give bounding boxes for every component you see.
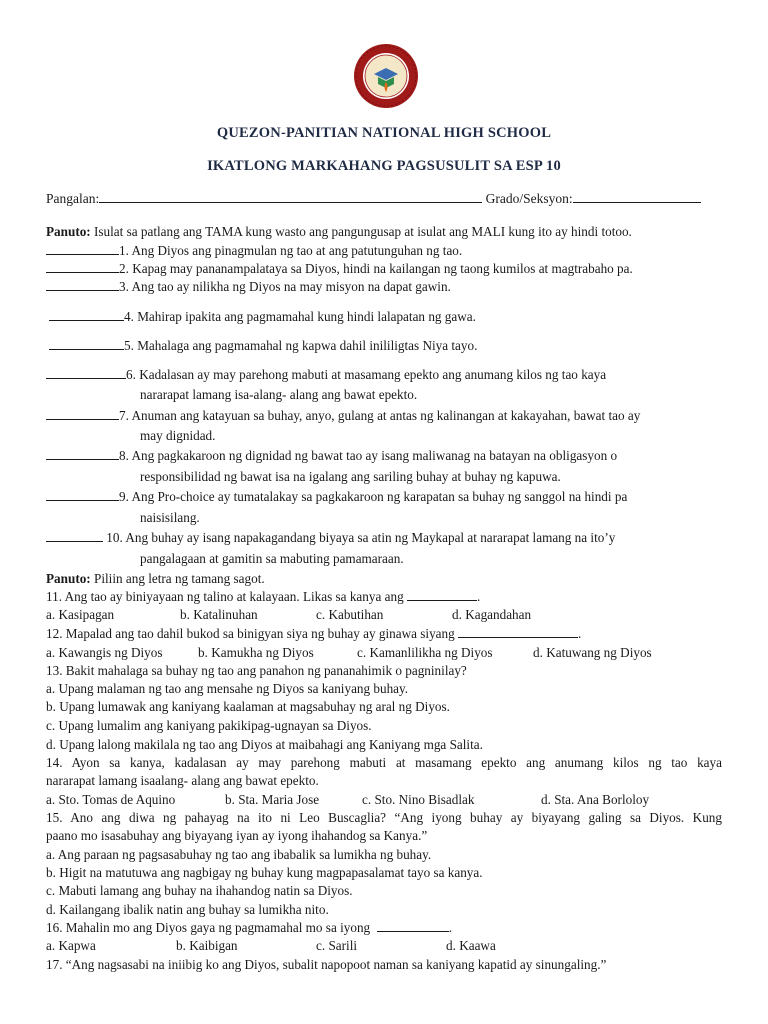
choice-14-b[interactable]: b. Sta. Maria Jose (225, 792, 320, 807)
choice-15-d[interactable]: d. Kailangang ibalik natin ang buhay sa lumikha nito. (46, 902, 329, 917)
answer-blank[interactable] (46, 261, 119, 273)
answer-blank[interactable] (46, 279, 119, 291)
choice-11-d[interactable]: d. Kagandahan (452, 607, 532, 622)
item-text: 9. Ang Pro-choice ay tumatalakay sa pagkakaroon ng karapatan sa buhay ng sanggol na hindi pa (119, 489, 628, 504)
answer-blank[interactable] (46, 530, 103, 542)
question-stem: 12. Mapalad ang tao dahil bukod sa binigyan siya ng buhay ay ginawa siyang (46, 626, 455, 641)
question-14-cont: nararapat lamang isaalang- alang ang bawat epekto. (46, 773, 319, 788)
exam-title: IKATLONG MARKAHANG PAGSUSULIT SA ESP 10 (207, 158, 561, 174)
answer-blank[interactable] (49, 309, 124, 321)
tf-item-2 (46, 261, 633, 277)
directions-label: Panuto: (46, 571, 91, 586)
choice-12-b[interactable]: b. Kamukha ng Diyos (198, 645, 314, 660)
answer-blank[interactable] (49, 338, 124, 350)
choice-12-c[interactable]: c. Kamanlilikha ng Diyos (357, 645, 493, 660)
student-info-row (46, 191, 726, 207)
item-text: 4. Mahirap ipakita ang pagmamahal kung hindi lalapatan ng gawa. (124, 309, 476, 324)
choice-13-a[interactable]: a. Upang malaman ng tao ang mensahe ng Diyos sa kaniyang buhay. (46, 681, 409, 696)
name-blank[interactable] (99, 191, 482, 203)
item-text: 2. Kapag may pananampalataya sa Diyos, hindi na kailangan ng taong kumilos at magtrabaho pa. (119, 261, 633, 276)
school-seal-logo (352, 42, 420, 110)
tf-item-8-cont: responsibilidad ng bawat isa na igalang ang sariling buhay at buhay ng kapuwa. (140, 469, 561, 484)
choice-16-b[interactable]: b. Kaibigan (176, 938, 238, 953)
grade-section-label: Grado/Seksyon: (485, 191, 573, 206)
question-stem: 11. Ang tao ay biniyayaan ng talino at kalayaan. Likas sa kanya ang (46, 589, 404, 604)
choice-14-a[interactable]: a. Sto. Tomas de Aquino (46, 792, 176, 807)
choice-15-b[interactable]: b. Higit na matutuwa ang nagbigay ng buhay kung magpapasalamat tayo sa kanya. (46, 865, 483, 880)
choice-15-a[interactable]: a. Ang paraan ng pagsasabuhay ng tao ang ibabalik sa lumikha ng buhay. (46, 847, 432, 862)
choice-text: Kasipagan (58, 607, 115, 622)
tf-item-5 (49, 338, 477, 354)
question-15-cont: paano mo isasabuhay ang biyayang iyan ay iyong ihahandog sa Kanya.” (46, 828, 428, 843)
question-13: 13. Bakit mahalaga sa buhay ng tao ang panahon ng pananahimik o pagninilay? (46, 663, 467, 678)
answer-blank[interactable] (46, 243, 119, 255)
tf-item-6-cont: nararapat lamang isa-alang- alang ang bawat epekto. (140, 387, 418, 402)
item-text: 10. Ang buhay ay isang napakagandang biyaya sa atin ng Maykapal at nararapat lamang na ito’y (106, 530, 616, 545)
item-text: 1. Ang Diyos ang pinagmulan ng tao at ang patutunguhan ng tao. (119, 243, 463, 258)
school-name: QUEZON-PANITIAN NATIONAL HIGH SCHOOL (216, 125, 552, 141)
item-text: 3. Ang tao ay nilikha ng Diyos na may misyon na dapat gawin. (119, 279, 451, 294)
choice-15-c[interactable]: c. Mabuti lamang ang buhay na ihahandog natin sa Diyos. (46, 883, 353, 898)
item-text: 7. Anuman ang katayuan sa buhay, anyo, gulang at antas ng kalinangan at kakayahan, bawat tao ay (119, 408, 641, 423)
answer-blank[interactable] (377, 920, 449, 932)
answer-blank[interactable] (46, 408, 119, 420)
choice-16-d[interactable]: d. Kaawa (446, 938, 496, 953)
choice-16-c[interactable]: c. Sarili (316, 938, 358, 953)
tf-item-9-cont: naisisilang. (140, 510, 200, 525)
tf-item-1 (46, 243, 462, 259)
choice-12-d[interactable]: d. Katuwang ng Diyos (533, 645, 652, 660)
choice-14-d[interactable]: d. Sta. Ana Borloloy (541, 792, 650, 807)
choice-11-c[interactable]: c. Kabutihan (316, 607, 384, 622)
tf-item-10 (46, 530, 615, 546)
choice-16-a[interactable]: a. Kapwa (46, 938, 96, 953)
name-label: Pangalan: (46, 191, 100, 206)
question-17: 17. “Ang nagsasabi na iniibig ko ang Diyos, subalit napopoot naman sa kaniyang kapatid ay sinungaling.” (46, 957, 607, 972)
tf-item-7 (46, 408, 640, 424)
tf-item-3 (46, 279, 451, 295)
directions-label: Panuto: (46, 224, 91, 239)
choice-13-b[interactable]: b. Upang lumawak ang kaniyang kaalaman at magsabuhay ng aral ng Diyos. (46, 699, 450, 714)
item-text: 6. Kadalasan ay may parehong mabuti at masamang epekto ang anumang kilos ng tao kaya (126, 367, 607, 382)
choice-12-a[interactable]: a. Kawangis ng Diyos (46, 645, 163, 660)
directions-text: Piliin ang letra ng tamang sagot. (94, 571, 265, 586)
part1-directions (46, 224, 632, 240)
question-16: 16. Mahalin mo ang Diyos gaya ng pagmamahal mo sa iyong . (46, 920, 453, 935)
answer-blank[interactable] (407, 589, 477, 601)
item-text: 5. Mahalaga ang pagmamahal ng kapwa dahil inililigtas Niya tayo. (124, 338, 478, 353)
tf-item-9 (46, 489, 627, 505)
choice-13-c[interactable]: c. Upang lumalim ang kaniyang pakikipag-ugnayan sa Diyos. (46, 718, 372, 733)
question-15: 15. Ano ang diwa ng pahayag na ito ni Leo Buscaglia? “Ang iyong buhay ay biyayang galing sa Diyos. Kung (46, 810, 722, 825)
directions-text: Isulat sa patlang ang TAMA kung wasto ang pangungusap at isulat ang MALI kung ito ay hindi totoo. (94, 224, 632, 239)
grade-section-blank[interactable] (573, 191, 701, 203)
tf-item-6 (46, 367, 606, 383)
item-text: 8. Ang pagkakaroon ng dignidad ng bawat tao ay isang maliwanag na batayan na obligasyon o (119, 448, 618, 463)
choice-13-d[interactable]: d. Upang lalong makilala ng tao ang Diyos at maibahagi ang Kaniyang mga Salita. (46, 737, 483, 752)
question-stem: 16. Mahalin mo ang Diyos gaya ng pagmamahal mo sa iyong (46, 920, 371, 935)
choice-14-c[interactable]: c. Sto. Nino Bisadlak (362, 792, 475, 807)
tf-item-10-cont: pangalagaan at gamitin sa mabuting pamamaraan. (140, 551, 404, 566)
tf-item-7-cont: may dignidad. (140, 428, 216, 443)
answer-blank[interactable] (46, 489, 119, 501)
answer-blank[interactable] (46, 367, 126, 379)
choice-11-a[interactable]: a. Kasipagan (46, 607, 115, 622)
choice-11-b[interactable]: b. Katalinuhan (180, 607, 258, 622)
question-14: 14. Ayon sa kanya, kadalasan ay may parehong mabuti at masamang epekto ang anumang kilos ng tao kaya (46, 755, 722, 770)
tf-item-8 (46, 448, 617, 464)
tf-item-4 (49, 309, 476, 325)
part2-directions (46, 571, 265, 587)
answer-blank[interactable] (46, 448, 119, 460)
answer-blank[interactable] (458, 626, 578, 638)
question-12: 12. Mapalad ang tao dahil bukod sa binigyan siya ng buhay ay ginawa siyang . (46, 626, 582, 641)
question-11: 11. Ang tao ay biniyayaan ng talino at kalayaan. Likas sa kanya ang . (46, 589, 481, 604)
